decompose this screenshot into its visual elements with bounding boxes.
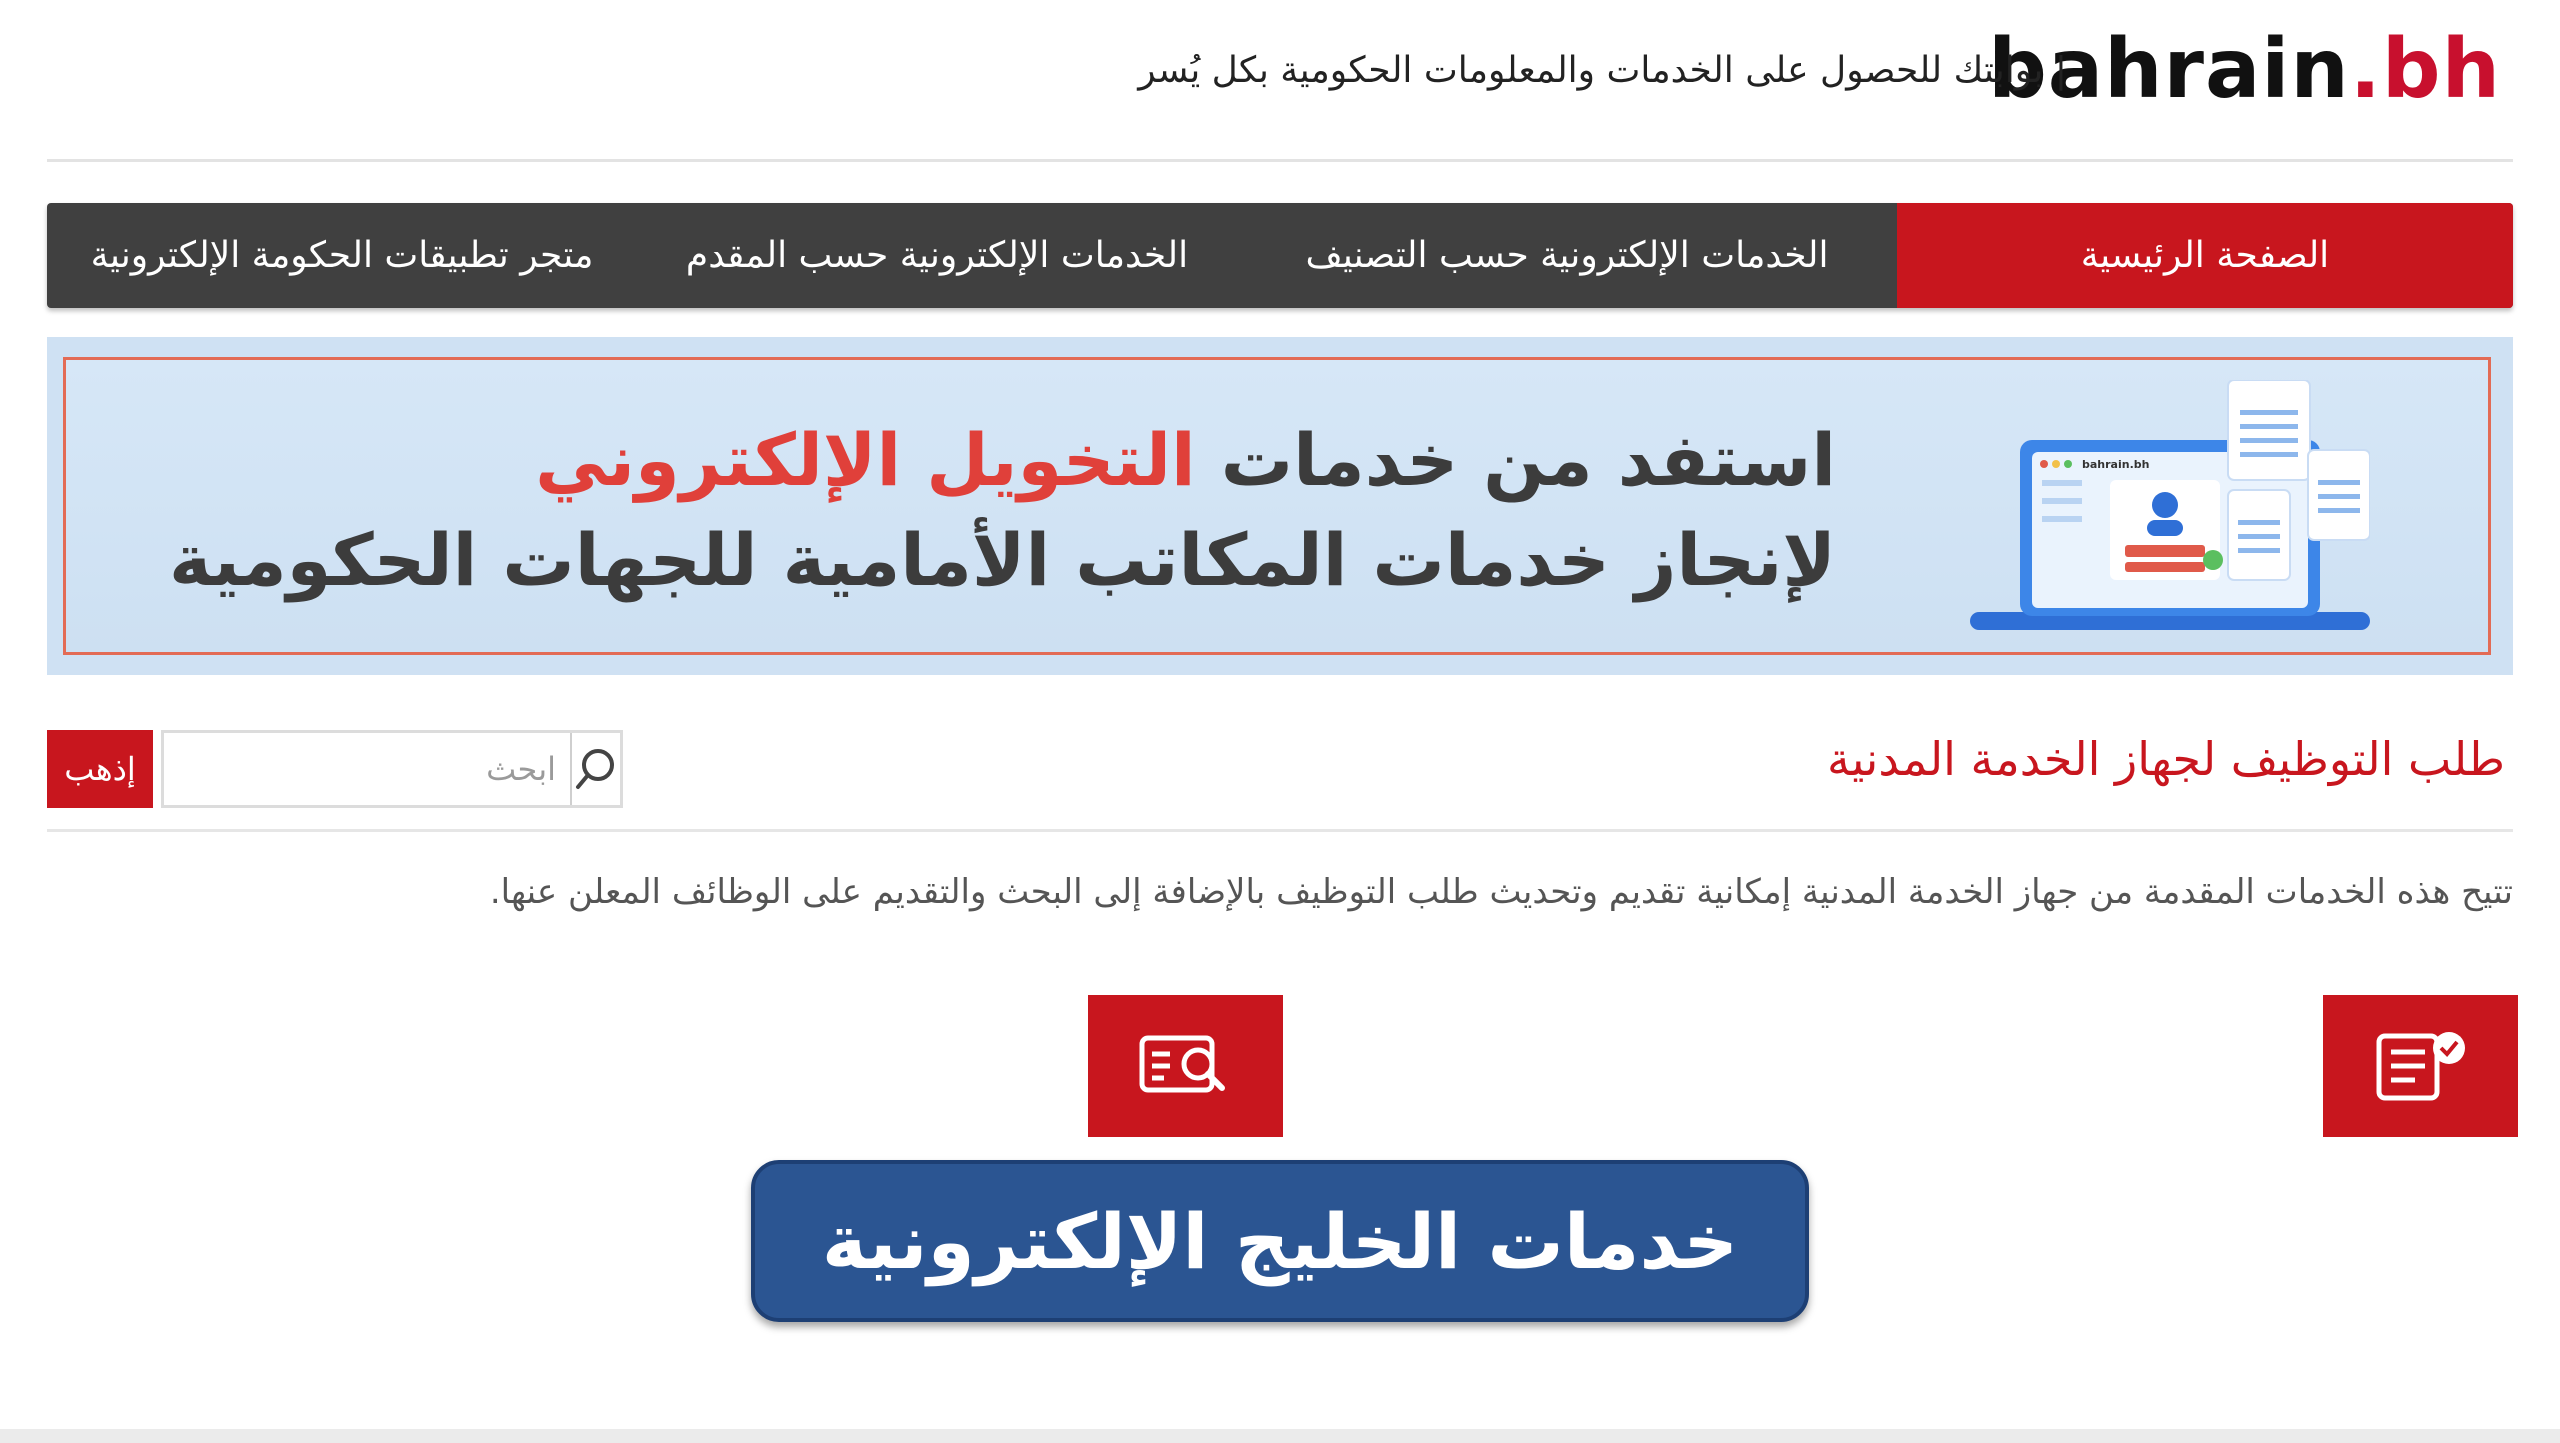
nav-services-by-provider[interactable]: الخدمات الإلكترونية حسب المقدم xyxy=(685,235,1189,276)
search-icon[interactable] xyxy=(570,733,620,805)
go-button[interactable]: إذهب xyxy=(47,730,153,808)
search-box xyxy=(161,730,623,808)
page-title: طلب التوظيف لجهاز الخدمة المدنية xyxy=(1826,732,2505,786)
title-search-row xyxy=(47,720,2513,832)
logo-main-text: bahrain xyxy=(1988,22,2350,117)
nav-services-by-category[interactable]: الخدمات الإلكترونية حسب التصنيف xyxy=(1305,235,1829,276)
nav-home[interactable]: الصفحة الرئيسية xyxy=(1897,203,2513,308)
site-header xyxy=(47,0,2513,162)
laptop-illustration-icon xyxy=(1970,380,2370,660)
banner-line-1 xyxy=(169,410,1836,510)
main-nav xyxy=(47,203,2513,308)
logo-ext-text: .bh xyxy=(2349,22,2501,117)
banner-line-1-part: استفد من خدمات xyxy=(1220,418,1836,502)
gulf-eservices-button[interactable]: خدمات الخليج الإلكترونية xyxy=(751,1160,1809,1322)
form-check-icon[interactable] xyxy=(2323,995,2518,1137)
footer-strip xyxy=(0,1429,2560,1443)
page-description: تتيح هذه الخدمات المقدمة من جهاز الخدمة المدنية إمكانية تقديم وتحديث طلب التوظيف بالإضافة إلى البحث والتقديم على الوظائف المعلن عنها. xyxy=(489,872,2513,912)
banner-highlight: التخويل الإلكتروني xyxy=(535,418,1196,502)
banner-line-2: لإنجاز خدمات المكاتب الأمامية للجهات الحكومية xyxy=(169,518,1836,602)
site-tagline: | بوابتك للحصول على الخدمات والمعلومات الحكومية بكل يُسر xyxy=(1138,50,2067,91)
certificate-search-icon[interactable] xyxy=(1088,995,1283,1137)
banner-text xyxy=(169,410,1836,610)
nav-app-store[interactable]: متجر تطبيقات الحكومة الإلكترونية xyxy=(90,235,594,276)
illus-label: bahrain.bh xyxy=(2082,458,2150,471)
search-input[interactable] xyxy=(157,733,570,805)
promo-banner[interactable] xyxy=(47,337,2513,675)
banner-frame xyxy=(63,357,2491,655)
